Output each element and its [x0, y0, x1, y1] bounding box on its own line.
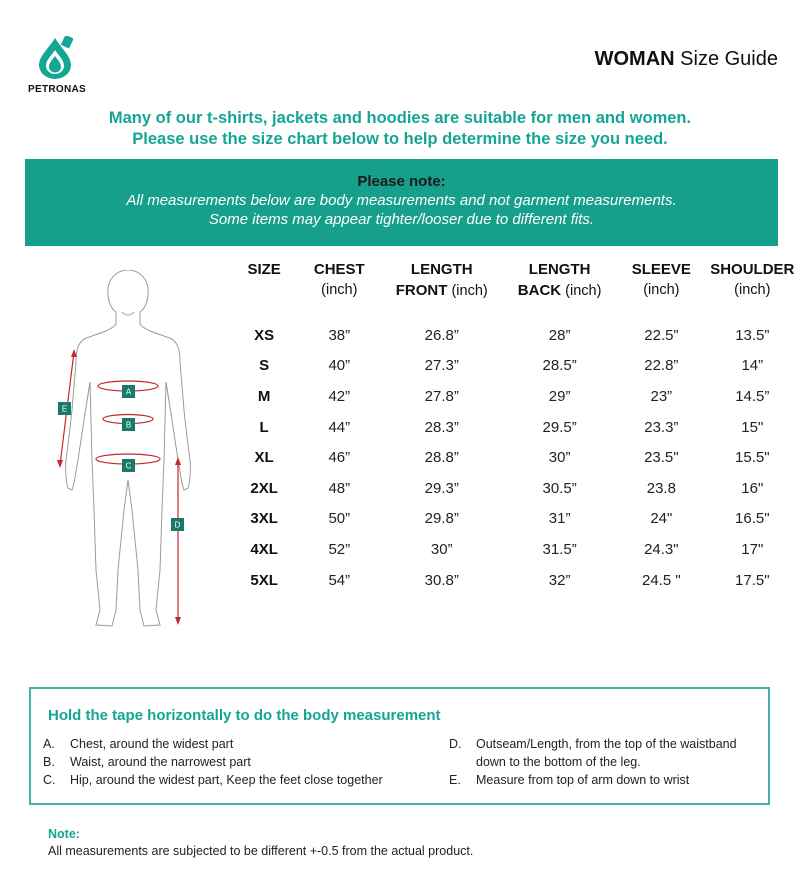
size-cell: L — [259, 418, 269, 436]
measurement-cell: 29.3” — [424, 479, 459, 497]
size-table-header — [232, 255, 800, 320]
measurement-cell: 23.3” — [644, 418, 679, 436]
measurement-instructions — [29, 687, 770, 805]
measurement-cell: 23.5" — [644, 449, 679, 467]
header-shoulder: SHOULDER (inch) — [710, 261, 795, 298]
measurement-cell: 29.8” — [424, 510, 459, 528]
measurement-cell: 23” — [650, 387, 673, 405]
note-banner-line-1: All measurements below are body measurements and not garment measurements. — [126, 192, 677, 209]
measurement-cell: 42” — [328, 387, 351, 405]
measurement-cell: 14.5” — [735, 387, 770, 405]
table-row — [232, 442, 800, 473]
measurement-cell: 14” — [741, 357, 764, 375]
footnote — [48, 826, 473, 860]
measurement-cell: 31” — [548, 510, 571, 528]
page-title — [595, 48, 778, 71]
size-cell: 5XL — [250, 571, 278, 589]
measurement-cell: 24.3" — [644, 540, 679, 558]
table-row — [232, 504, 800, 535]
note-banner-title: Please note: — [357, 173, 446, 190]
label-b: B — [125, 420, 132, 430]
header-length-front: LENGTH FRONT (inch) — [395, 261, 488, 299]
measurement-cell: 28.5” — [542, 357, 577, 375]
measurement-cell: 30.8” — [424, 571, 459, 589]
size-cell: 2XL — [250, 479, 278, 497]
instruction-a: A. Chest, around the widest part — [43, 737, 234, 751]
measurement-cell: 27.8” — [424, 387, 459, 405]
instruction-e: E. Measure from top of arm down to wrist — [449, 773, 690, 787]
footnote-title: Note: — [48, 827, 80, 841]
table-row — [232, 565, 800, 596]
size-cell: M — [257, 387, 271, 405]
measurement-cell: 31.5” — [542, 540, 577, 558]
measurement-cell: 29” — [548, 387, 571, 405]
instruction-c: C. Hip, around the widest part, Keep the feet close together — [43, 773, 383, 787]
measurement-cell: 40” — [328, 357, 351, 375]
measurement-cell: 24" — [650, 510, 673, 528]
table-row — [232, 412, 800, 443]
measurement-cell: 17.5" — [735, 571, 770, 589]
measurement-cell: 46” — [328, 449, 351, 467]
header-size: SIZE — [247, 261, 281, 278]
measurement-cell: 52” — [328, 540, 351, 558]
label-d: D — [174, 520, 181, 530]
instruction-b: B. Waist, around the narrowest part — [43, 755, 251, 769]
measurement-cell: 13.5” — [735, 326, 770, 344]
measurement-cell: 22.5” — [644, 326, 679, 344]
measurement-cell: 23.8 — [646, 479, 676, 497]
note-banner — [25, 159, 778, 246]
title-bold: WOMAN — [594, 48, 675, 70]
measurement-cell: 28.3” — [424, 418, 459, 436]
intro-text — [0, 108, 800, 150]
measurement-cell: 22.8” — [644, 357, 679, 375]
measurement-cell: 26.8” — [424, 326, 459, 344]
petronas-drop-icon — [37, 36, 73, 80]
measurement-cell: 28.8” — [424, 449, 459, 467]
measurement-cell: 16" — [741, 479, 764, 497]
instruction-d: D. Outseam/Length, from the top of the waistband down to the bottom of the leg. — [449, 737, 737, 769]
measurement-cell: 30” — [548, 449, 571, 467]
note-banner-line-2: Some items may appear tighter/looser due to different fits. — [208, 211, 595, 228]
measurement-cell: 24.5 " — [641, 571, 681, 589]
petronas-logo — [28, 36, 86, 95]
table-row — [232, 534, 800, 565]
instructions-left-list — [43, 735, 443, 789]
intro-line-2: Please use the size chart below to help determine the size you need. — [132, 130, 668, 148]
measurement-cell: 32” — [548, 571, 571, 589]
label-c: C — [125, 461, 132, 471]
label-a: A — [125, 387, 132, 397]
table-row — [232, 473, 800, 504]
instructions-right-list — [449, 735, 749, 789]
title-rest: Size Guide — [674, 48, 778, 70]
size-cell: XL — [254, 449, 274, 467]
footnote-text: All measurements are subjected to be different +-0.5 from the actual product. — [48, 844, 474, 858]
measurement-cell: 38” — [328, 326, 351, 344]
measurement-cell: 30” — [430, 540, 453, 558]
measurement-cell: 54” — [328, 571, 351, 589]
header-chest: CHEST (inch) — [313, 261, 365, 298]
table-row — [232, 381, 800, 412]
table-row — [232, 351, 800, 382]
size-table — [232, 255, 800, 595]
measurement-cell: 15.5" — [735, 449, 770, 467]
size-cell: S — [259, 357, 270, 375]
table-row — [232, 320, 800, 351]
measurement-cell: 27.3” — [424, 357, 459, 375]
body-measurement-figure — [40, 270, 220, 650]
intro-line-1: Many of our t-shirts, jackets and hoodies are suitable for men and women. — [108, 109, 692, 127]
measurement-cell: 48” — [328, 479, 351, 497]
head-outline — [66, 270, 191, 626]
measurement-cell: 28” — [548, 326, 571, 344]
label-e: E — [61, 404, 68, 414]
size-cell: XS — [254, 326, 275, 344]
measurement-cell: 16.5" — [735, 510, 770, 528]
logo-text: PETRONAS — [28, 84, 86, 95]
measurement-cell: 44” — [328, 418, 351, 436]
instructions-title: Hold the tape horizontally to do the body measurement — [48, 707, 441, 724]
size-cell: 4XL — [250, 540, 278, 558]
header-sleeve: SLEEVE (inch) — [631, 261, 691, 298]
size-cell: 3XL — [250, 510, 278, 528]
measurement-cell: 30.5” — [542, 479, 577, 497]
measurement-cell: 17" — [741, 540, 764, 558]
measurement-cell: 50” — [328, 510, 351, 528]
measurement-cell: 29.5” — [542, 418, 577, 436]
measurement-cell: 15" — [741, 418, 764, 436]
header-length-back: LENGTH BACK (inch) — [517, 261, 602, 299]
